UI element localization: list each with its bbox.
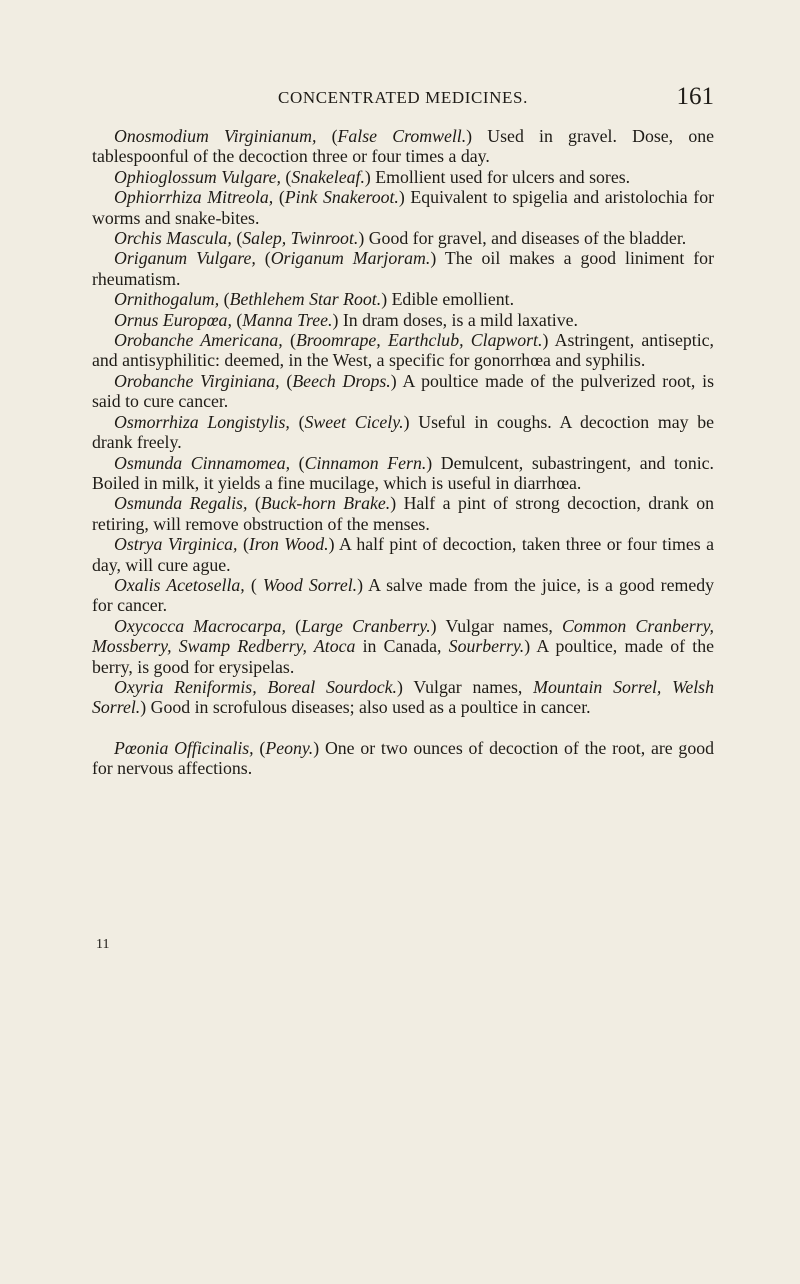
vulgar-names: Sourberry. [448,636,525,657]
entry-text: Vulgar names, [402,676,534,697]
vulgar-names: Common Cranberry, Mossberry, Swamp Redberry, Atoca [92,615,714,657]
latin-name: Osmorrhiza Longistylis, [114,411,290,432]
latin-name: Oxalis Acetosella, [114,574,245,595]
entry-text: Astringent, antiseptic, and antisyphilitic: deemed, in the West, a specific for gonorrhœa and syphilis. [92,330,714,371]
entry-text: A poultice made of the pulverized root, is said to cure cancer. [92,370,714,412]
common-name: Snakeleaf. [291,166,365,187]
latin-name: Ostrya Virginica, [114,534,238,555]
entry-osmorrhiza: Osmorrhiza Longistylis, (Sweet Cicely.) Useful in coughs. A decoction may be drank freely. [92,411,714,453]
entry-paeonia: Pœonia Officinalis, (Peony.) One or two ounces of decoction of the root, are good for nervous affections. [92,737,714,779]
latin-name: Ophioglossum Vulgare, [114,166,281,187]
common-name: Pink Snakeroot. [284,187,399,208]
signature-mark: 11 [96,937,110,952]
entry-text: In dram doses, is a mild laxative. [338,309,578,330]
entry-oxyria: Oxyria Reniformis, Boreal Sourdock.) Vulgar names, Mountain Sorrel, Welsh Sorrel.) Good in scrofulous diseases; also used as a poultice in cancer. [92,676,714,718]
entry-ornus: Ornus Europœa, (Manna Tree.) In dram doses, is a mild laxative. [114,309,578,330]
latin-name: Orobanche Virginiana, [114,370,280,391]
entry-text: Vulgar names, [436,615,563,636]
entry-origanum: Origanum Vulgare, (Origanum Marjoram.) The oil makes a good liniment for rheumatism. [92,248,714,289]
latin-name: Origanum Vulgare, [114,248,256,269]
entry-text: A salve made from the juice, is a good remedy for cancer. [92,574,714,616]
common-name: False Cromwell. [337,126,467,146]
entry-text: Half a pint of strong decoction, drank on retiring, will remove obstruction of the menses. [92,493,715,534]
page-number: 161 [676,83,714,110]
common-name: Wood Sorrel. [262,574,358,595]
entry-text: A half pint of decoction, taken three or four times a day, will cure ague. [92,534,714,575]
entry-orchis: Orchis Mascula, (Salep, Twinroot.) Good for gravel, and diseases of the bladder. [114,228,687,249]
entry-text: Edible emollient. [387,289,515,310]
body-text [92,126,714,779]
entry-text: The oil makes a good liniment for rheumatism. [92,248,714,289]
common-name: Cinnamon Fern. [304,452,427,473]
common-name: Broomrape, Earthclub, Clapwort. [295,330,543,351]
common-name: Salep, Twinroot. [242,228,359,249]
entry-orobanche-americana: Orobanche Americana, (Broomrape, Earthclub, Clapwort.) Astringent, antiseptic, and antisyphilitic: deemed, in the West, a specific for gonorrhœa and syphilis. [92,330,714,371]
latin-name: Oxyria Reniformis, [114,676,257,697]
entry-text: One or two ounces of decoction of the root, are good for nervous affections. [92,737,714,779]
entry-oxycocca: Oxycocca Macrocarpa, (Large Cranberry.) Vulgar names, Common Cranberry, Mossberry, Swamp Redberry, Atoca in Canada, Sourberry.) A poultice, made of the berry, is good for erysipelas. [92,615,714,677]
running-title: CONCENTRATED MEDICINES. [278,88,528,107]
latin-name: Oxycocca Macrocarpa, [114,615,286,636]
entry-text: Useful in coughs. A decoction may be drank freely. [92,411,714,453]
entry-ophioglossum: Ophioglossum Vulgare, (Snakeleaf.) Emollient used for ulcers and sores. [114,166,631,187]
latin-name: Ornus Europœa, [114,309,232,330]
common-name: Bethlehem Star Root. [229,289,382,310]
latin-name: Onosmodium Virginianum, [114,126,317,146]
common-name: Beech Drops. [292,370,391,391]
common-name: Iron Wood. [248,534,329,555]
entry-oxalis: Oxalis Acetosella, ( Wood Sorrel.) A salve made from the juice, is a good remedy for cancer. [92,574,714,616]
common-name: Peony. [265,737,314,758]
latin-name: Orobanche Americana, [114,330,283,351]
latin-name: Ophiorrhiza Mitreola, [114,187,274,208]
entry-text: Used in gravel. Dose, one tablespoonful of the decoction three or four times a day. [92,126,714,167]
latin-name: Orchis Mascula, [114,228,232,249]
running-head [92,83,714,114]
latin-name: Osmunda Cinnamomea, [114,452,291,473]
entry-ornithogalum: Ornithogalum, (Bethlehem Star Root.) Edible emollient. [114,289,515,310]
common-name: Sweet Cicely. [304,411,404,432]
common-name: Buck-horn Brake. [260,493,391,514]
entry-text: Emollient used for ulcers and sores. [370,166,631,187]
common-name: Boreal Sourdock. [267,676,397,697]
entry-ostrya: Ostrya Virginica, (Iron Wood.) A half pint of decoction, taken three or four times a day, will cure ague. [92,534,714,575]
entry-osmunda-regalis: Osmunda Regalis, (Buck-horn Brake.) Half a pint of strong decoction, drank on retiring, will remove obstruction of the menses. [92,493,715,534]
vulgar-names: Mountain Sorrel, Welsh Sorrel. [92,676,714,718]
entry-orobanche-virginiana: Orobanche Virginiana, (Beech Drops.) A poultice made of the pulverized root, is said to cure cancer. [92,370,714,412]
entry-onosmodium: Onosmodium Virginianum, (False Cromwell.) Used in gravel. Dose, one tablespoonful of the decoction three or four times a day. [92,126,714,167]
entry-text: Demulcent, subastringent, and tonic. Boiled in milk, it yields a fine mucilage, which is useful in diarrhœa. [92,452,714,493]
entry-text: Equivalent to spigelia and aristolochia for worms and snake-bites. [92,187,715,228]
entry-text: Good for gravel, and diseases of the bladder. [364,228,687,249]
common-name: Large Cranberry. [301,615,431,636]
latin-name: Ornithogalum, [114,289,220,310]
common-name: Manna Tree. [242,309,333,330]
latin-name: Osmunda Regalis, [114,493,248,514]
entry-osmunda-cinnamomea: Osmunda Cinnamomea, (Cinnamon Fern.) Demulcent, subastringent, and tonic. Boiled in milk, it yields a fine mucilage, which is useful in diarrhœa. [92,452,714,493]
latin-name: Pœonia Officinalis, [114,737,254,758]
common-name: Origanum Marjoram. [270,248,431,269]
entry-ophiorrhiza: Ophiorrhiza Mitreola, (Pink Snakeroot.) Equivalent to spigelia and aristolochia for worms and snake-bites. [92,187,715,228]
